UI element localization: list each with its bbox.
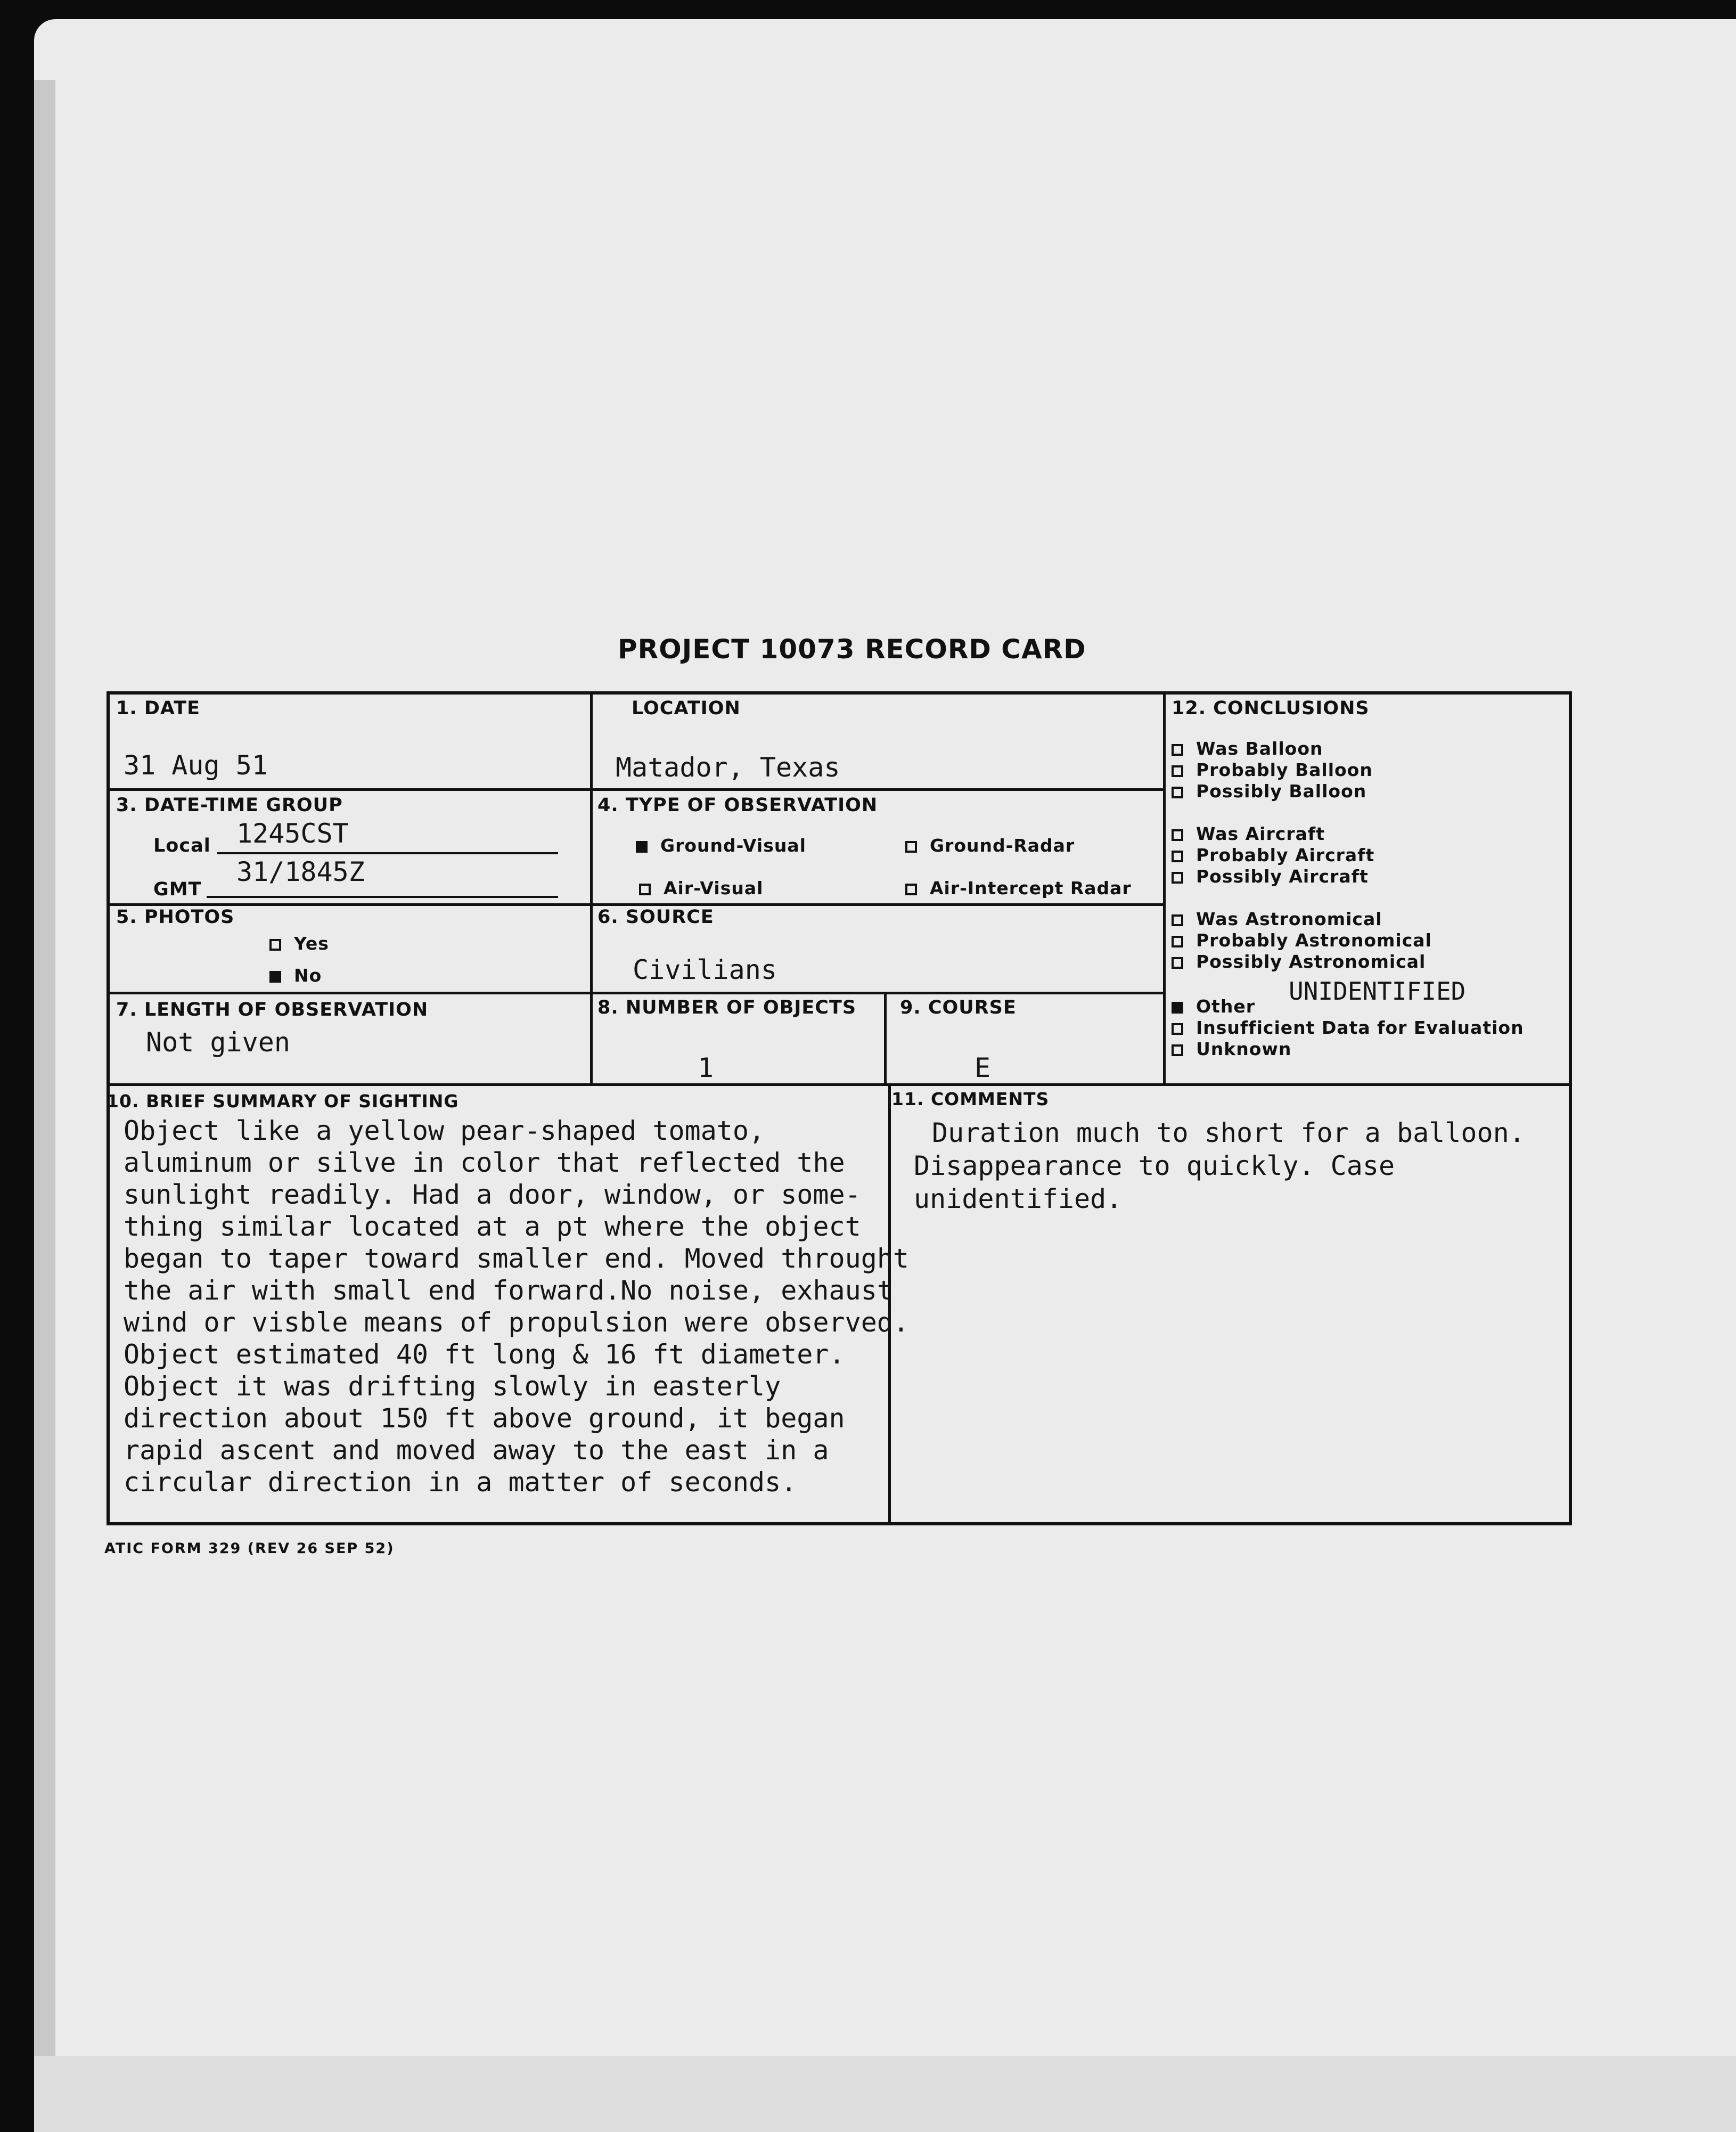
date-label: 1. DATE: [116, 698, 201, 719]
summary-label: 10. BRIEF SUMMARY OF SIGHTING: [107, 1091, 459, 1112]
obs-air-visual[interactable]: Air-Visual: [639, 878, 763, 898]
local-label: Local: [153, 835, 211, 856]
conclusion-was-astronomical[interactable]: Was Astronomical: [1172, 909, 1382, 929]
length-label: 7. LENGTH OF OBSERVATION: [116, 999, 429, 1020]
datetime-label: 3. DATE-TIME GROUP: [116, 795, 343, 816]
conclusion-insufficient-data[interactable]: Insufficient Data for Evaluation: [1172, 1017, 1524, 1038]
checkbox-unknown[interactable]: [1172, 1044, 1183, 1056]
photos-no[interactable]: No: [269, 965, 322, 986]
conclusion-possibly-aircraft[interactable]: Possibly Aircraft: [1172, 866, 1369, 887]
location-label: LOCATION: [632, 698, 741, 719]
number-label: 8. NUMBER OF OBJECTS: [597, 997, 857, 1018]
summary-line: the air with small end forward.No noise, exhaust: [124, 1275, 893, 1306]
checkbox-possibly-astronomical[interactable]: [1172, 957, 1183, 969]
source-value: Civilians: [633, 954, 777, 985]
other-value: UNIDENTIFIED: [1289, 977, 1466, 1006]
summary-line: began to taper toward smaller end. Moved throught: [124, 1243, 910, 1274]
checkbox-air-visual[interactable]: [639, 884, 651, 895]
conclusion-probably-aircraft[interactable]: Probably Aircraft: [1172, 845, 1374, 865]
summary-line: Object it was drifting slowly in easterly: [124, 1371, 781, 1402]
checkbox-possibly-aircraft[interactable]: [1172, 872, 1183, 884]
conclusion-was-balloon[interactable]: Was Balloon: [1172, 738, 1323, 759]
sheet-bottom-shade: [34, 2056, 1736, 2132]
comment-line: Duration much to short for a balloon.: [932, 1117, 1525, 1148]
checkbox-probably-balloon[interactable]: [1172, 765, 1183, 777]
divider-course: [884, 994, 887, 1083]
date-value: 31 Aug 51: [124, 750, 268, 781]
local-value: 1245CST: [236, 818, 349, 849]
checkbox-photos-yes[interactable]: [269, 939, 281, 951]
divider-row1: [107, 788, 1165, 791]
conclusions-label: 12. CONCLUSIONS: [1172, 698, 1370, 719]
conclusion-possibly-astronomical[interactable]: Possibly Astronomical: [1172, 951, 1426, 972]
comments-label: 11. COMMENTS: [891, 1089, 1050, 1109]
conclusion-probably-balloon[interactable]: Probably Balloon: [1172, 759, 1373, 780]
checkbox-was-balloon[interactable]: [1172, 744, 1183, 756]
checkbox-air-intercept-radar[interactable]: [905, 884, 917, 895]
gmt-underline: [207, 896, 558, 898]
checkbox-was-astronomical[interactable]: [1172, 914, 1183, 926]
conclusion-was-aircraft[interactable]: Was Aircraft: [1172, 823, 1325, 844]
comment-line: unidentified.: [914, 1183, 1123, 1214]
divider-row2: [107, 903, 1165, 906]
divider-row3: [107, 992, 1165, 994]
checkbox-photos-no[interactable]: [269, 971, 281, 983]
course-value: E: [975, 1052, 991, 1083]
obs-ground-radar[interactable]: Ground-Radar: [905, 835, 1075, 856]
gmt-value: 31/1845Z: [236, 856, 365, 887]
obs-ground-visual[interactable]: Ground-Visual: [636, 835, 806, 856]
conclusion-probably-astronomical[interactable]: Probably Astronomical: [1172, 930, 1432, 951]
gmt-label: GMT: [153, 879, 202, 900]
obs-air-intercept-radar[interactable]: Air-Intercept Radar: [905, 878, 1132, 898]
checkbox-was-aircraft[interactable]: [1172, 829, 1183, 841]
photos-yes[interactable]: Yes: [269, 933, 329, 954]
card-title: PROJECT 10073 RECORD CARD: [618, 634, 1086, 665]
course-label: 9. COURSE: [900, 997, 1017, 1018]
conclusion-possibly-balloon[interactable]: Possibly Balloon: [1172, 781, 1366, 802]
sheet-left-edge: [34, 80, 55, 2132]
summary-line: aluminum or silve in color that reflected the: [124, 1147, 845, 1178]
length-value: Not given: [146, 1027, 290, 1058]
observation-type-label: 4. TYPE OF OBSERVATION: [597, 795, 878, 816]
number-value: 1: [698, 1052, 714, 1083]
summary-line: thing similar located at a pt where the object: [124, 1211, 861, 1242]
checkbox-other[interactable]: [1172, 1002, 1183, 1014]
checkbox-probably-aircraft[interactable]: [1172, 851, 1183, 862]
summary-line: sunlight readily. Had a door, window, or some-: [124, 1179, 861, 1210]
photos-label: 5. PHOTOS: [116, 906, 235, 928]
summary-line: wind or visble means of propulsion were observed.: [124, 1307, 910, 1338]
divider-col2: [1163, 691, 1166, 1083]
summary-line: rapid ascent and moved away to the east in a: [124, 1435, 829, 1466]
divider-col1: [590, 691, 593, 1083]
checkbox-ground-visual[interactable]: [636, 841, 648, 853]
divider-row4: [107, 1083, 1572, 1086]
checkbox-probably-astronomical[interactable]: [1172, 936, 1183, 947]
conclusion-unknown[interactable]: Unknown: [1172, 1039, 1291, 1059]
summary-line: direction about 150 ft above ground, it began: [124, 1403, 845, 1434]
summary-line: Object like a yellow pear-shaped tomato,: [124, 1115, 765, 1146]
checkbox-insufficient-data[interactable]: [1172, 1023, 1183, 1035]
comment-line: Disappearance to quickly. Case: [914, 1150, 1395, 1181]
location-value: Matador, Texas: [616, 752, 840, 783]
checkbox-ground-radar[interactable]: [905, 841, 917, 853]
local-underline: [217, 852, 558, 854]
summary-line: Object estimated 40 ft long & 16 ft diameter.: [124, 1339, 845, 1370]
form-id: ATIC FORM 329 (REV 26 SEP 52): [104, 1540, 395, 1557]
conclusion-other[interactable]: Other: [1172, 996, 1255, 1017]
source-label: 6. SOURCE: [597, 906, 714, 928]
checkbox-possibly-balloon[interactable]: [1172, 787, 1183, 798]
summary-line: circular direction in a matter of seconds.: [124, 1467, 797, 1498]
